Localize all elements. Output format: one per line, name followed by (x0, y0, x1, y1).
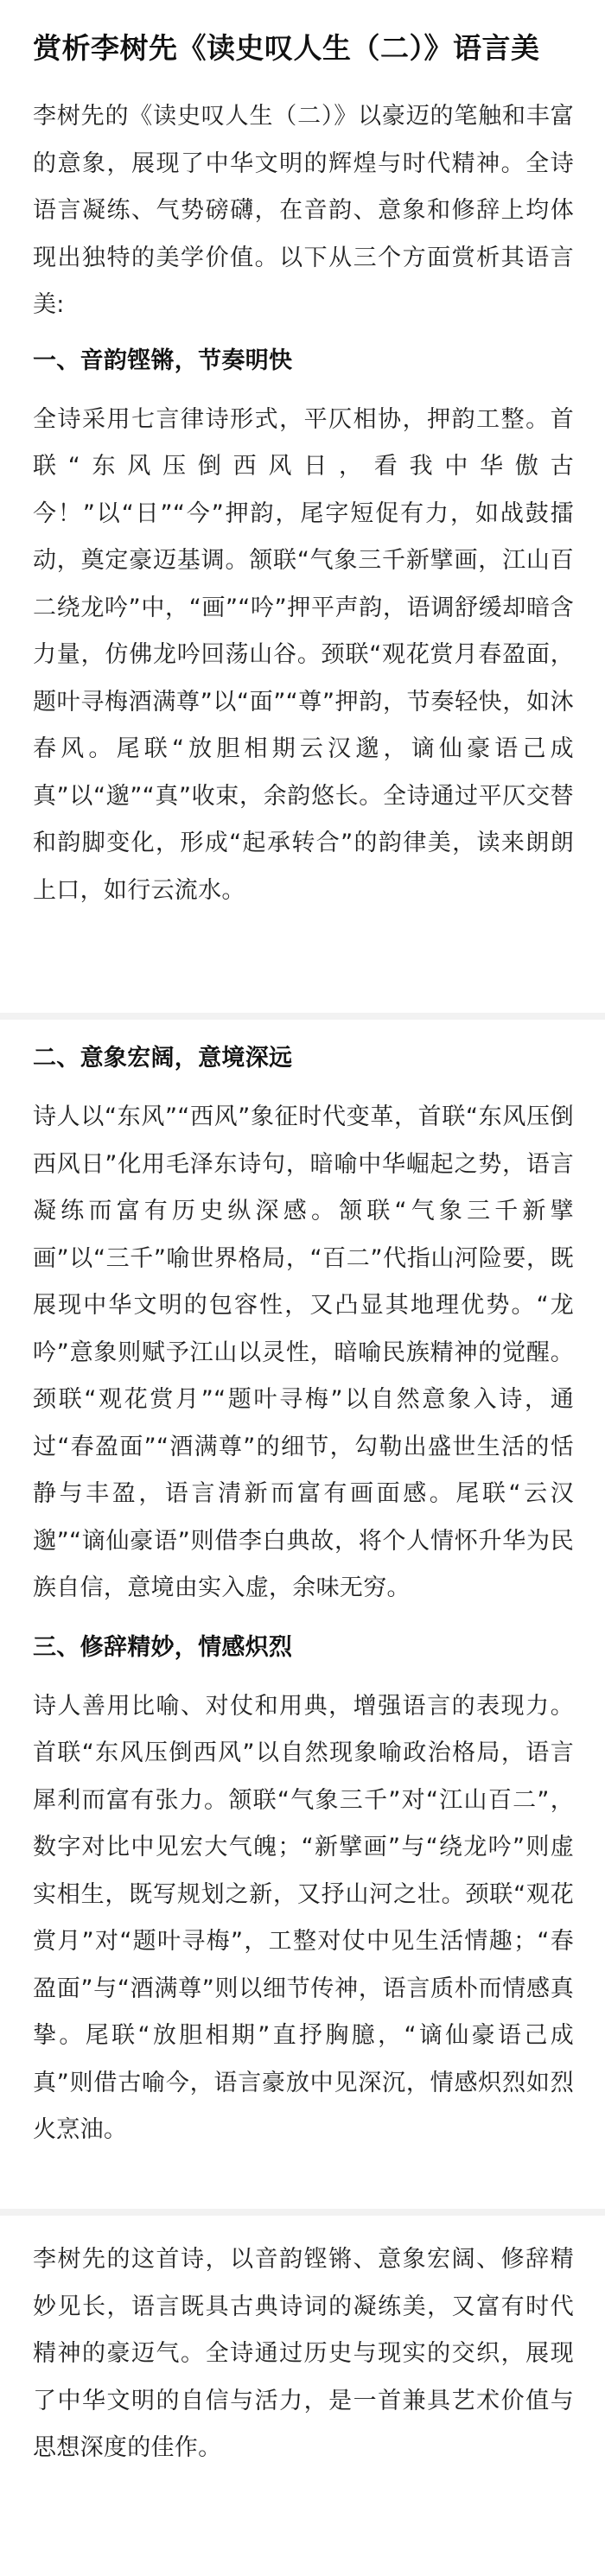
article-block-middle (0, 1013, 605, 2209)
article-title: 赏析李树先《读史叹人生（二）》语言美 (33, 31, 540, 65)
conclusion-paragraph: 李树先的这首诗，以音韵铿锵、意象宏阔、修辞精妙见长，语言既具古典诗词的凝练美，又富有时代精神的豪迈气。全诗通过历史与现实的交织，展现了中华文明的自信与活力，是一首兼具艺术价值与思想深度的佳作。 (33, 2246, 574, 2461)
article-block-middle-inner (33, 1035, 574, 2154)
section-1-body: 全诗采用七言律诗形式，平仄相协，押韵工整。首联“东风压倒西风日，看我中华傲古今！”以“日”“今”押韵，尾字短促有力，如战鼓擂动，奠定豪迈基调。颔联“气象三千新擘画，江山百二绕龙吟”中，“画”“吟”押平声韵，语调舒缓却暗含力量，仿佛龙吟回荡山谷。颈联“观花赏月春盈面，题叶寻梅酒满尊”以“面”“尊”押韵，节奏轻快，如沐春风。尾联“放胆相期云汉邈，谪仙豪语己成真”以“邈”“真”收束，余韵悠长。全诗通过平仄交替和韵脚变化，形成“起承转合”的韵律美，读来朗朗上口，如行云流水。 (33, 405, 574, 904)
article-block-bottom (0, 2209, 605, 2576)
article-block-bottom-inner (33, 2236, 574, 2472)
section-2-body: 诗人以“东风”“西风”象征时代变革，首联“东风压倒西风日”化用毛泽东诗句，暗喻中华崛起之势，语言凝练而富有历史纵深感。颔联“气象三千新擘画”以“三千”喻世界格局，“百二”代指山河险要，既展现中华文明的包容性，又凸显其地理优势。“龙吟”意象则赋予江山以灵性，暗喻民族精神的觉醒。颈联“观花赏月”“题叶寻梅”以自然意象入诗，通过“春盈面”“酒满尊”的细节，勾勒出盛世生活的恬静与丰盈，语言清新而富有画面感。尾联“云汉邈”“谪仙豪语”则借李白典故，将个人情怀升华为民族自信，意境由实入虚，余味无穷。 (33, 1104, 574, 1601)
section-3-body: 诗人善用比喻、对仗和用典，增强语言的表现力。首联“东风压倒西风”以自然现象喻政治格局，语言犀利而富有张力。颔联“气象三千”对“江山百二”，数字对比中见宏大气魄；“新擘画”与“绕龙吟”则虚实相生，既写规划之新，又抒山河之壮。颈联“观花赏月”对“题叶寻梅”，工整对仗中见生活情趣；“春盈面”与“酒满尊”则以细节传神，语言质朴而情感真挚。尾联“放胆相期”直抒胸臆，“谪仙豪语己成真”则借古喻今，语言豪放中见深沉，情感炽烈如烈火烹油。 (33, 1692, 574, 2143)
intro-paragraph: 李树先的《读史叹人生（二）》以豪迈的笔触和丰富的意象，展现了中华文明的辉煌与时代精神。全诗语言凝练、气势磅礴，在音韵、意象和修辞上均体现出独特的美学价值。以下从三个方面赏析其语言美: (33, 103, 574, 318)
section-3-heading: 三、修辞精妙，情感炽烈 (33, 1633, 293, 1661)
section-1-heading: 一、音韵铿锵，节奏明快 (33, 347, 293, 374)
article-block-top-inner (33, 26, 574, 914)
section-2-heading: 二、意象宏阔，意境深远 (33, 1045, 293, 1072)
article-block-top (0, 0, 605, 1013)
